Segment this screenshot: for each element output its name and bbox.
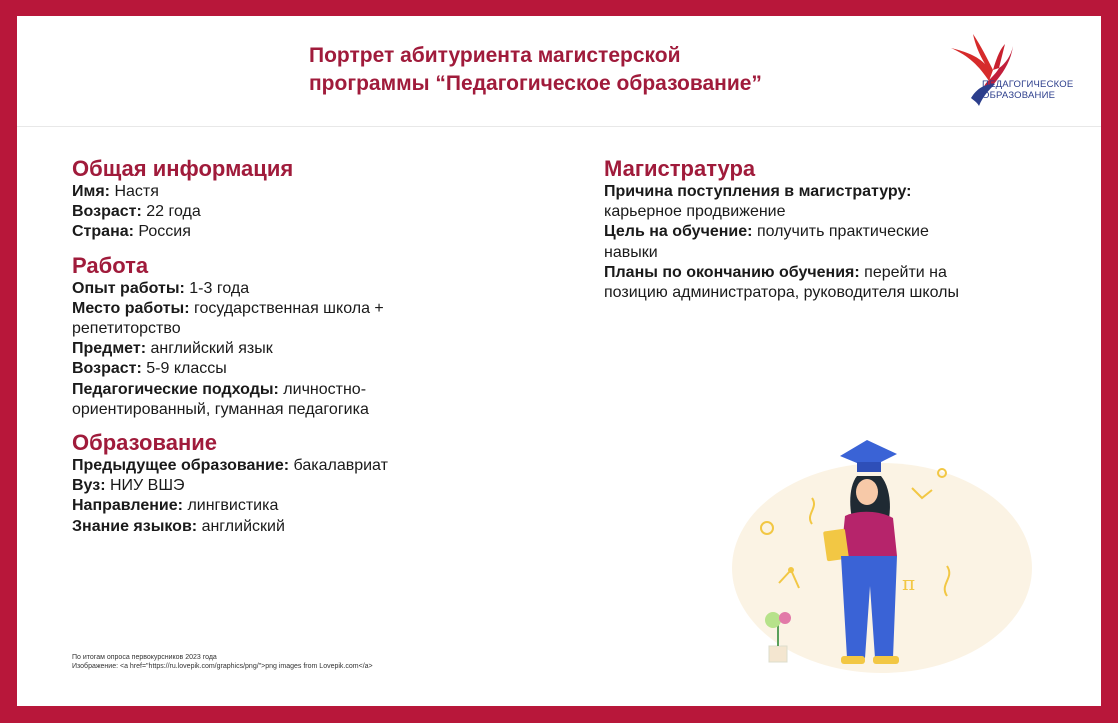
- work-section: [72, 253, 432, 420]
- info-row: [72, 359, 432, 379]
- footnote-image-credit: Изображение: <a href="https://ru.lovepik.com/graphics/png/">png images from Lovepik.com</a>: [72, 663, 373, 670]
- info-row: [72, 380, 432, 420]
- row-value: лингвистика: [183, 497, 279, 515]
- bird-logo-icon: [949, 26, 1089, 116]
- education-heading: Образование: [72, 430, 217, 456]
- work-heading: Работа: [72, 252, 149, 278]
- footnote: [72, 653, 373, 671]
- row-value: личностно-ориентированный, гуманная педагогика: [72, 380, 369, 418]
- info-row: [72, 339, 432, 359]
- row-label: Планы по окончанию обучения:: [604, 263, 860, 281]
- row-label: Причина поступления в магистратуру:: [604, 183, 912, 200]
- masters-section: [604, 156, 984, 303]
- info-row: [72, 202, 432, 222]
- row-label: Педагогические подходы:: [72, 380, 279, 398]
- footnote-source: По итогам опроса первокурсников 2023 года: [72, 654, 217, 661]
- left-column: [72, 156, 432, 547]
- row-value: Настя: [110, 183, 159, 200]
- student-illustration: [707, 418, 1037, 678]
- info-row: [604, 182, 984, 222]
- svg-text:π: π: [902, 571, 916, 595]
- row-value: получить практические навыки: [604, 223, 929, 261]
- info-row: [72, 496, 432, 516]
- row-value: английский язык: [146, 340, 273, 358]
- row-label: Место работы:: [72, 299, 190, 317]
- info-row: [72, 279, 432, 299]
- row-value: Россия: [133, 223, 191, 241]
- row-label: Предмет:: [72, 340, 147, 358]
- row-label: Опыт работы:: [72, 279, 185, 297]
- row-value: карьерное продвижение: [604, 203, 786, 221]
- row-value: НИУ ВШЭ: [105, 477, 185, 495]
- row-value: перейти на позицию администратора, руководителя школы: [604, 263, 959, 302]
- row-label: Возраст:: [72, 360, 142, 378]
- masters-heading: Магистратура: [604, 156, 756, 181]
- row-value: 1-3 года: [184, 279, 250, 297]
- portrait-card: [17, 16, 1101, 706]
- info-row: [72, 182, 432, 202]
- info-row: [72, 517, 432, 537]
- education-section: [72, 430, 432, 537]
- info-row: [72, 299, 432, 339]
- general-heading: Общая информация: [72, 156, 294, 181]
- row-label: Предыдущее образование:: [72, 457, 290, 475]
- row-value: английский: [197, 517, 285, 535]
- logo-line-1: ПЕДАГОГИЧЕСКОЕ: [982, 79, 1074, 90]
- row-value: 5-9 классы: [141, 360, 227, 378]
- row-label: Имя:: [72, 183, 110, 200]
- row-label: Страна:: [72, 223, 134, 241]
- page-title: Портрет абитуриента магистерской программы “Педагогическое образование”: [309, 44, 762, 95]
- row-label: Цель на обучение:: [604, 223, 753, 241]
- general-section: [72, 156, 432, 243]
- right-column: [604, 156, 984, 313]
- logo-line-2: ОБРАЗОВАНИЕ: [982, 90, 1056, 101]
- row-label: Возраст:: [72, 203, 142, 221]
- row-value: 22 года: [141, 203, 201, 221]
- row-label: Направление:: [72, 497, 183, 515]
- header: [17, 16, 1101, 127]
- row-label: Вуз:: [72, 477, 106, 495]
- info-row: [604, 222, 984, 262]
- row-value: государственная школа + репетиторство: [72, 299, 384, 338]
- info-row: [604, 263, 984, 303]
- info-row: [72, 476, 432, 496]
- info-row: [72, 456, 432, 476]
- info-row: [72, 222, 432, 242]
- logo-wordmark: [982, 79, 1073, 101]
- row-value: бакалавриат: [289, 457, 388, 475]
- row-label: Знание языков:: [72, 517, 198, 535]
